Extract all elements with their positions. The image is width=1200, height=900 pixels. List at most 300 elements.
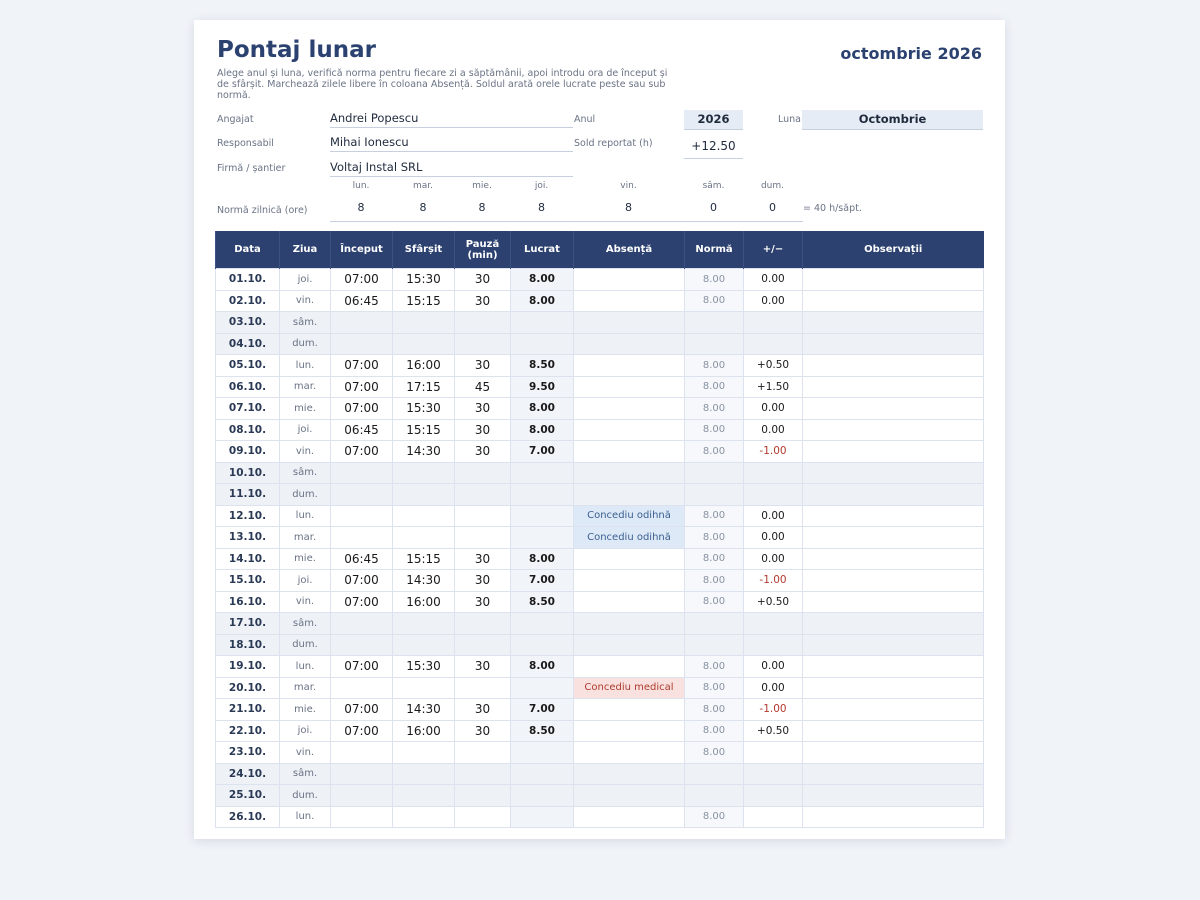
norm-hours-cell <box>685 312 744 334</box>
absence-cell[interactable] <box>574 806 685 828</box>
day-cell: mar. <box>280 677 331 699</box>
notes-cell[interactable] <box>803 591 984 613</box>
date-cell: 25.10. <box>216 785 280 807</box>
balance-cell: 0.00 <box>744 269 803 291</box>
date-cell: 15.10. <box>216 570 280 592</box>
table-row <box>216 720 984 742</box>
table-row <box>216 462 984 484</box>
norm-hours-cell <box>685 785 744 807</box>
worked-hours-cell: 8.50 <box>511 355 574 377</box>
end-time-cell[interactable] <box>393 333 455 355</box>
end-time-cell[interactable]: 15:15 <box>393 290 455 312</box>
date-cell: 21.10. <box>216 699 280 721</box>
notes-cell[interactable] <box>803 785 984 807</box>
balance-cell: 0.00 <box>744 527 803 549</box>
end-time-cell[interactable] <box>393 677 455 699</box>
worked-hours-cell: 8.50 <box>511 591 574 613</box>
start-time-cell[interactable]: 07:00 <box>331 591 393 613</box>
norm-hours-cell <box>685 462 744 484</box>
end-time-cell[interactable] <box>393 484 455 506</box>
end-time-cell[interactable] <box>393 785 455 807</box>
date-cell: 11.10. <box>216 484 280 506</box>
norm-hours-cell <box>685 613 744 635</box>
date-cell: 02.10. <box>216 290 280 312</box>
notes-cell[interactable] <box>803 699 984 721</box>
pause-cell[interactable] <box>455 484 511 506</box>
start-time-cell[interactable] <box>331 312 393 334</box>
table-row <box>216 570 984 592</box>
notes-cell[interactable] <box>803 441 984 463</box>
table-row <box>216 505 984 527</box>
norm-hours-sat[interactable]: 0 <box>710 201 717 214</box>
worked-hours-cell <box>511 634 574 656</box>
notes-cell[interactable] <box>803 419 984 441</box>
end-time-cell[interactable]: 15:15 <box>393 419 455 441</box>
table-row <box>216 699 984 721</box>
col-header-worked: Lucrat <box>511 231 574 269</box>
pause-cell[interactable] <box>455 613 511 635</box>
balance-cell <box>744 312 803 334</box>
pause-cell[interactable]: 30 <box>455 570 511 592</box>
day-cell: vin. <box>280 591 331 613</box>
worked-hours-cell: 7.00 <box>511 441 574 463</box>
notes-cell[interactable] <box>803 505 984 527</box>
start-time-cell[interactable] <box>331 763 393 785</box>
norm-hours-cell: 8.00 <box>685 505 744 527</box>
date-cell: 14.10. <box>216 548 280 570</box>
table-row <box>216 376 984 398</box>
end-time-cell[interactable]: 15:15 <box>393 548 455 570</box>
end-time-cell[interactable]: 14:30 <box>393 441 455 463</box>
start-time-cell[interactable]: 07:00 <box>331 656 393 678</box>
absence-cell[interactable] <box>574 742 685 764</box>
pause-cell[interactable]: 45 <box>455 376 511 398</box>
absence-cell[interactable] <box>574 441 685 463</box>
col-header-pause: Pauză (min) <box>455 231 511 269</box>
worked-hours-cell <box>511 527 574 549</box>
day-cell: lun. <box>280 806 331 828</box>
start-time-cell[interactable]: 07:00 <box>331 269 393 291</box>
table-row <box>216 742 984 764</box>
end-time-cell[interactable] <box>393 312 455 334</box>
norm-hours-cell: 8.00 <box>685 699 744 721</box>
pause-cell[interactable]: 30 <box>455 656 511 678</box>
col-header-diff: +/− <box>744 231 803 269</box>
absence-cell[interactable] <box>574 720 685 742</box>
table-row <box>216 333 984 355</box>
norm-day-mon: lun. <box>352 181 370 191</box>
notes-cell[interactable] <box>803 484 984 506</box>
day-cell: joi. <box>280 570 331 592</box>
norm-hours-cell: 8.00 <box>685 656 744 678</box>
day-cell: joi. <box>280 269 331 291</box>
notes-cell[interactable] <box>803 656 984 678</box>
table-row <box>216 613 984 635</box>
norm-hours-cell <box>685 763 744 785</box>
worked-hours-cell <box>511 742 574 764</box>
pause-cell[interactable]: 30 <box>455 419 511 441</box>
col-header-absence: Absență <box>574 231 685 269</box>
month-label: Luna <box>778 114 801 125</box>
table-row <box>216 785 984 807</box>
worked-hours-cell <box>511 806 574 828</box>
norm-hours-cell: 8.00 <box>685 720 744 742</box>
absence-cell[interactable]: Concediu odihnă <box>574 527 685 549</box>
absence-cell[interactable] <box>574 763 685 785</box>
absence-cell[interactable] <box>574 484 685 506</box>
norm-hours-cell: 8.00 <box>685 419 744 441</box>
table-row <box>216 441 984 463</box>
start-time-cell[interactable]: 06:45 <box>331 548 393 570</box>
col-header-date: Data <box>216 231 280 269</box>
pause-cell[interactable] <box>455 634 511 656</box>
pause-cell[interactable] <box>455 505 511 527</box>
norm-hours-cell: 8.00 <box>685 398 744 420</box>
year-label: Anul <box>574 114 596 125</box>
norm-hours-cell: 8.00 <box>685 290 744 312</box>
day-cell: mar. <box>280 527 331 549</box>
notes-cell[interactable] <box>803 677 984 699</box>
table-row <box>216 398 984 420</box>
pause-cell[interactable] <box>455 806 511 828</box>
end-time-cell[interactable] <box>393 806 455 828</box>
balance-cell: 0.00 <box>744 505 803 527</box>
worked-hours-cell: 7.00 <box>511 699 574 721</box>
end-time-cell[interactable] <box>393 527 455 549</box>
table-row <box>216 591 984 613</box>
day-cell: mie. <box>280 699 331 721</box>
absence-cell[interactable] <box>574 570 685 592</box>
end-time-cell[interactable]: 16:00 <box>393 355 455 377</box>
worked-hours-cell <box>511 613 574 635</box>
worked-hours-cell <box>511 462 574 484</box>
absence-cell[interactable] <box>574 312 685 334</box>
absence-cell[interactable] <box>574 376 685 398</box>
day-cell: vin. <box>280 441 331 463</box>
end-time-cell[interactable]: 14:30 <box>393 570 455 592</box>
date-cell: 01.10. <box>216 269 280 291</box>
balance-cell: +0.50 <box>744 355 803 377</box>
day-cell: dum. <box>280 634 331 656</box>
col-header-end: Sfârșit <box>393 231 455 269</box>
day-cell: dum. <box>280 785 331 807</box>
start-time-cell[interactable]: 07:00 <box>331 699 393 721</box>
pause-cell[interactable]: 30 <box>455 290 511 312</box>
timesheet <box>194 20 1005 839</box>
start-time-cell[interactable] <box>331 634 393 656</box>
absence-cell[interactable] <box>574 462 685 484</box>
year-field[interactable]: 2026 <box>684 110 743 130</box>
end-time-cell[interactable]: 14:30 <box>393 699 455 721</box>
day-cell: dum. <box>280 333 331 355</box>
norm-hours-cell: 8.00 <box>685 806 744 828</box>
notes-cell[interactable] <box>803 312 984 334</box>
balance-cell <box>744 462 803 484</box>
start-time-cell[interactable]: 07:00 <box>331 398 393 420</box>
norm-day-tue: mar. <box>412 181 434 191</box>
worked-hours-cell: 8.00 <box>511 419 574 441</box>
col-header-notes: Observații <box>803 231 984 269</box>
start-time-cell[interactable]: 06:45 <box>331 419 393 441</box>
worked-hours-cell: 8.00 <box>511 398 574 420</box>
balance-cell <box>744 613 803 635</box>
date-cell: 10.10. <box>216 462 280 484</box>
balance-cell <box>744 484 803 506</box>
end-time-cell[interactable] <box>393 613 455 635</box>
balance-cell: 0.00 <box>744 677 803 699</box>
date-cell: 06.10. <box>216 376 280 398</box>
absence-cell[interactable] <box>574 613 685 635</box>
norm-hours-cell: 8.00 <box>685 376 744 398</box>
norm-hours-cell: 8.00 <box>685 570 744 592</box>
table-row <box>216 634 984 656</box>
pause-cell[interactable] <box>455 312 511 334</box>
day-cell: joi. <box>280 720 331 742</box>
start-time-cell[interactable] <box>331 806 393 828</box>
norm-hours-fri[interactable]: 8 <box>625 201 632 214</box>
date-cell: 26.10. <box>216 806 280 828</box>
table-row <box>216 355 984 377</box>
timesheet-table <box>215 231 984 828</box>
date-cell: 08.10. <box>216 419 280 441</box>
company-label: Firmă / șantier <box>217 163 286 174</box>
balance-cell <box>744 763 803 785</box>
day-cell: sâm. <box>280 462 331 484</box>
norm-hours-cell <box>685 484 744 506</box>
table-row <box>216 269 984 291</box>
date-cell: 24.10. <box>216 763 280 785</box>
day-cell: sâm. <box>280 613 331 635</box>
pause-cell[interactable]: 30 <box>455 720 511 742</box>
absence-cell[interactable] <box>574 785 685 807</box>
date-cell: 19.10. <box>216 656 280 678</box>
end-time-cell[interactable]: 15:30 <box>393 656 455 678</box>
end-time-cell[interactable]: 17:15 <box>393 376 455 398</box>
pause-cell[interactable]: 30 <box>455 398 511 420</box>
day-cell: vin. <box>280 290 331 312</box>
balance-cell: -1.00 <box>744 570 803 592</box>
norm-divider <box>330 221 803 222</box>
absence-cell[interactable] <box>574 398 685 420</box>
manager-field[interactable]: Mihai Ionescu <box>330 133 573 152</box>
day-cell: mar. <box>280 376 331 398</box>
date-cell: 09.10. <box>216 441 280 463</box>
end-time-cell[interactable]: 16:00 <box>393 591 455 613</box>
absence-cell[interactable] <box>574 699 685 721</box>
norm-hours-cell: 8.00 <box>685 269 744 291</box>
employee-label: Angajat <box>217 114 254 125</box>
start-time-cell[interactable] <box>331 677 393 699</box>
start-time-cell[interactable] <box>331 613 393 635</box>
norm-hours-wed[interactable]: 8 <box>478 201 486 214</box>
notes-cell[interactable] <box>803 720 984 742</box>
norm-hours-tue[interactable]: 8 <box>419 201 427 214</box>
norm-hours-cell <box>685 333 744 355</box>
end-time-cell[interactable]: 15:30 <box>393 269 455 291</box>
date-cell: 05.10. <box>216 355 280 377</box>
balance-cell <box>744 785 803 807</box>
worked-hours-cell: 8.00 <box>511 269 574 291</box>
month-title: octombrie 2026 <box>840 44 982 63</box>
norm-day-sun: dum. <box>760 181 785 191</box>
day-cell: sâm. <box>280 763 331 785</box>
company-field[interactable]: Voltaj Instal SRL <box>330 158 573 177</box>
start-time-cell[interactable] <box>331 527 393 549</box>
date-cell: 23.10. <box>216 742 280 764</box>
notes-cell[interactable] <box>803 763 984 785</box>
balance-cell <box>744 333 803 355</box>
absence-cell[interactable] <box>574 591 685 613</box>
norm-day-thu: joi. <box>534 181 549 191</box>
absence-cell[interactable] <box>574 634 685 656</box>
date-cell: 20.10. <box>216 677 280 699</box>
end-time-cell[interactable]: 15:30 <box>393 398 455 420</box>
norm-hours-sun[interactable]: 0 <box>769 201 776 214</box>
pause-cell[interactable] <box>455 763 511 785</box>
notes-cell[interactable] <box>803 806 984 828</box>
start-time-cell[interactable] <box>331 785 393 807</box>
balance-label: Sold reportat (h) <box>574 138 653 149</box>
norm-hours-cell: 8.00 <box>685 742 744 764</box>
day-cell: sâm. <box>280 312 331 334</box>
worked-hours-cell <box>511 312 574 334</box>
notes-cell[interactable] <box>803 548 984 570</box>
daily-norm-label: Normă zilnică (ore) <box>217 205 308 216</box>
absence-cell[interactable] <box>574 333 685 355</box>
end-time-cell[interactable] <box>393 742 455 764</box>
day-cell: mie. <box>280 398 331 420</box>
norm-hours-mon[interactable]: 8 <box>357 201 365 214</box>
end-time-cell[interactable] <box>393 763 455 785</box>
date-cell: 12.10. <box>216 505 280 527</box>
pause-cell[interactable] <box>455 527 511 549</box>
start-time-cell[interactable] <box>331 505 393 527</box>
balance-cell: -1.00 <box>744 699 803 721</box>
start-time-cell[interactable]: 07:00 <box>331 720 393 742</box>
start-time-cell[interactable] <box>331 484 393 506</box>
day-cell: joi. <box>280 419 331 441</box>
balance-field[interactable]: +12.50 <box>684 135 743 159</box>
absence-cell[interactable] <box>574 269 685 291</box>
norm-day-sat: sâm. <box>702 181 725 191</box>
start-time-cell[interactable]: 06:45 <box>331 290 393 312</box>
notes-cell[interactable] <box>803 290 984 312</box>
balance-cell <box>744 634 803 656</box>
worked-hours-cell <box>511 677 574 699</box>
pause-cell[interactable] <box>455 462 511 484</box>
pause-cell[interactable]: 30 <box>455 269 511 291</box>
absence-cell[interactable] <box>574 548 685 570</box>
end-time-cell[interactable] <box>393 505 455 527</box>
pause-cell[interactable]: 30 <box>455 548 511 570</box>
pause-cell[interactable] <box>455 677 511 699</box>
pause-cell[interactable] <box>455 333 511 355</box>
start-time-cell[interactable]: 07:00 <box>331 376 393 398</box>
norm-day-wed: mie. <box>472 181 492 191</box>
start-time-cell[interactable]: 07:00 <box>331 355 393 377</box>
norm-hours-cell: 8.00 <box>685 441 744 463</box>
absence-cell[interactable]: Concediu odihnă <box>574 505 685 527</box>
table-row <box>216 527 984 549</box>
worked-hours-cell: 8.00 <box>511 656 574 678</box>
notes-cell[interactable] <box>803 742 984 764</box>
pause-cell[interactable]: 30 <box>455 699 511 721</box>
date-cell: 04.10. <box>216 333 280 355</box>
absence-cell[interactable] <box>574 656 685 678</box>
worked-hours-cell <box>511 763 574 785</box>
start-time-cell[interactable] <box>331 742 393 764</box>
pause-cell[interactable]: 30 <box>455 591 511 613</box>
absence-cell[interactable] <box>574 419 685 441</box>
date-cell: 16.10. <box>216 591 280 613</box>
employee-field[interactable]: Andrei Popescu <box>330 109 573 128</box>
table-row <box>216 290 984 312</box>
table-row <box>216 312 984 334</box>
start-time-cell[interactable]: 07:00 <box>331 441 393 463</box>
col-header-norm: Normă <box>685 231 744 269</box>
notes-cell[interactable] <box>803 376 984 398</box>
notes-cell[interactable] <box>803 333 984 355</box>
balance-cell: +1.50 <box>744 376 803 398</box>
month-field[interactable]: Octombrie <box>802 110 983 130</box>
start-time-cell[interactable]: 07:00 <box>331 570 393 592</box>
date-cell: 13.10. <box>216 527 280 549</box>
absence-cell[interactable]: Concediu medical <box>574 677 685 699</box>
day-cell: vin. <box>280 742 331 764</box>
day-cell: lun. <box>280 505 331 527</box>
date-cell: 07.10. <box>216 398 280 420</box>
end-time-cell[interactable] <box>393 462 455 484</box>
notes-cell[interactable] <box>803 613 984 635</box>
balance-cell: +0.50 <box>744 591 803 613</box>
absence-cell[interactable] <box>574 355 685 377</box>
day-cell: lun. <box>280 355 331 377</box>
end-time-cell[interactable] <box>393 634 455 656</box>
balance-cell <box>744 806 803 828</box>
end-time-cell[interactable]: 16:00 <box>393 720 455 742</box>
pause-cell[interactable] <box>455 785 511 807</box>
balance-cell <box>744 742 803 764</box>
start-time-cell[interactable] <box>331 333 393 355</box>
page-title: Pontaj lunar <box>217 37 376 63</box>
week-total: = 40 h/săpt. <box>803 203 862 214</box>
table-header-row <box>216 231 984 269</box>
worked-hours-cell <box>511 333 574 355</box>
notes-cell[interactable] <box>803 269 984 291</box>
notes-cell[interactable] <box>803 462 984 484</box>
table-row <box>216 484 984 506</box>
worked-hours-cell: 8.50 <box>511 720 574 742</box>
notes-cell[interactable] <box>803 355 984 377</box>
worked-hours-cell: 7.00 <box>511 570 574 592</box>
notes-cell[interactable] <box>803 527 984 549</box>
start-time-cell[interactable] <box>331 462 393 484</box>
date-cell: 17.10. <box>216 613 280 635</box>
absence-cell[interactable] <box>574 290 685 312</box>
norm-day-fri: vin. <box>620 181 637 191</box>
balance-cell: 0.00 <box>744 656 803 678</box>
norm-hours-thu[interactable]: 8 <box>538 201 545 214</box>
notes-cell[interactable] <box>803 570 984 592</box>
table-row <box>216 677 984 699</box>
balance-cell: -1.00 <box>744 441 803 463</box>
pause-cell[interactable]: 30 <box>455 355 511 377</box>
pause-cell[interactable]: 30 <box>455 441 511 463</box>
notes-cell[interactable] <box>803 398 984 420</box>
notes-cell[interactable] <box>803 634 984 656</box>
worked-hours-cell: 8.00 <box>511 290 574 312</box>
pause-cell[interactable] <box>455 742 511 764</box>
